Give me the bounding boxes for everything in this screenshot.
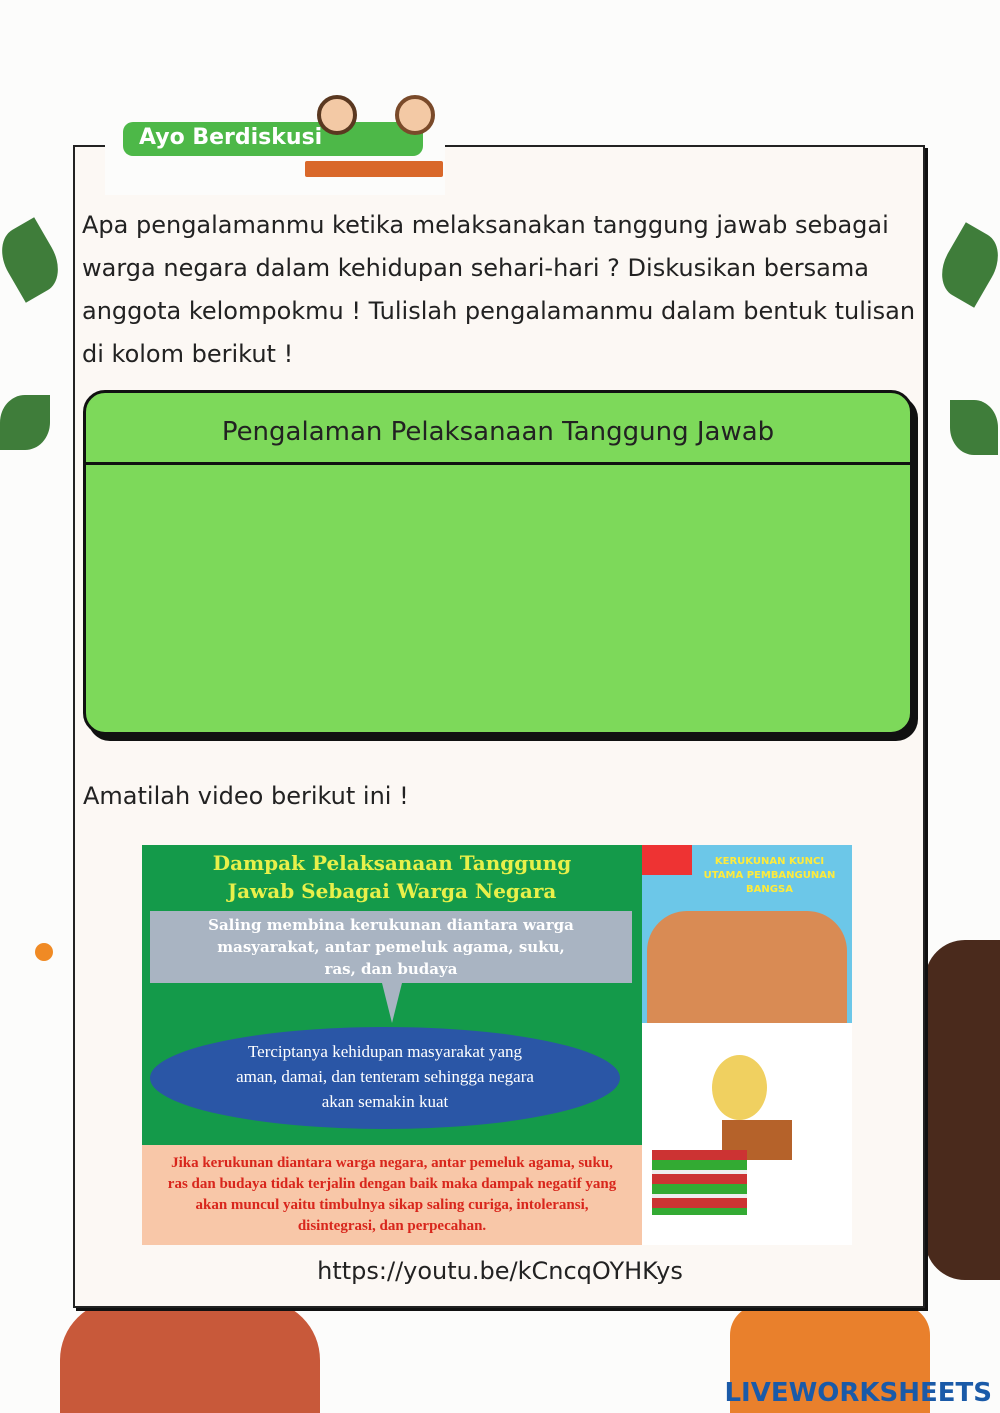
infographic-box-cause: Saling membina kerukunan diantara warga masyarakat, antar pemeluk agama, suku, ras, dan budaya [150,911,632,983]
reading-girl-illustration [642,1025,852,1245]
ayo-berdiskusi-badge: Ayo Berdiskusi [123,122,423,156]
infographic [142,845,642,1145]
kerukunan-poster [642,845,852,1023]
answer-box [83,390,913,735]
leaf-decoration-left [0,217,69,303]
child-illustration-right [925,940,1000,1280]
people-illustration [647,911,847,1023]
infographic-title: Dampak Pelaksanaan Tanggung Jawab Sebagai Warga Negara [212,851,572,903]
poster-caption: KERUKUNAN KUNCI UTAMA PEMBANGUNAN BANGSA [703,856,836,895]
answer-box-title: Pengalaman Pelaksanaan Tanggung Jawab [86,393,910,465]
leaf-decoration-right [931,222,1000,308]
liveworksheets-logo: LIVEWORKSHEETS [724,1378,992,1408]
video-thumbnail [142,845,852,1245]
girl-illustration [395,95,435,135]
flag-illustration [642,845,692,875]
section-header [105,95,445,195]
girl-head [712,1055,767,1120]
video-prompt: Amatilah video berikut ini ! [83,782,409,810]
video-link[interactable]: https://youtu.be/kCncqOYHKys [317,1257,683,1285]
boy-illustration [317,95,357,135]
infographic-box-negative: Jika kerukunan diantara warga negara, antar pemeluk agama, suku, ras dan budaya tidak terjalin dengan baik maka dampak negatif yang akan muncul yaitu timbulnya sikap saling curiga, intoleransi, disintegrasi, dan perpecahan. [142,1145,642,1245]
leaf-decoration-left [0,395,50,450]
leaf-decoration-right [950,400,998,455]
answer-input[interactable] [86,465,910,725]
book-stack [652,1150,747,1215]
orange-dot [35,943,53,961]
arrow-down-icon [382,983,402,1023]
infographic-box-effect: Terciptanya kehidupan masyarakat yang aman, damai, dan tenteram sehingga negara akan semakin kuat [150,1027,620,1129]
child-illustration-bottom [60,1300,320,1413]
desk-illustration [305,161,443,177]
discussion-question: Apa pengalamanmu ketika melaksanakan tanggung jawab sebagai warga negara dalam kehidupan sehari-hari ? Diskusikan bersama anggota kelompokmu ! Tulislah pengalamanmu dalam bentuk tulisan di kolom berikut ! [82,211,916,368]
